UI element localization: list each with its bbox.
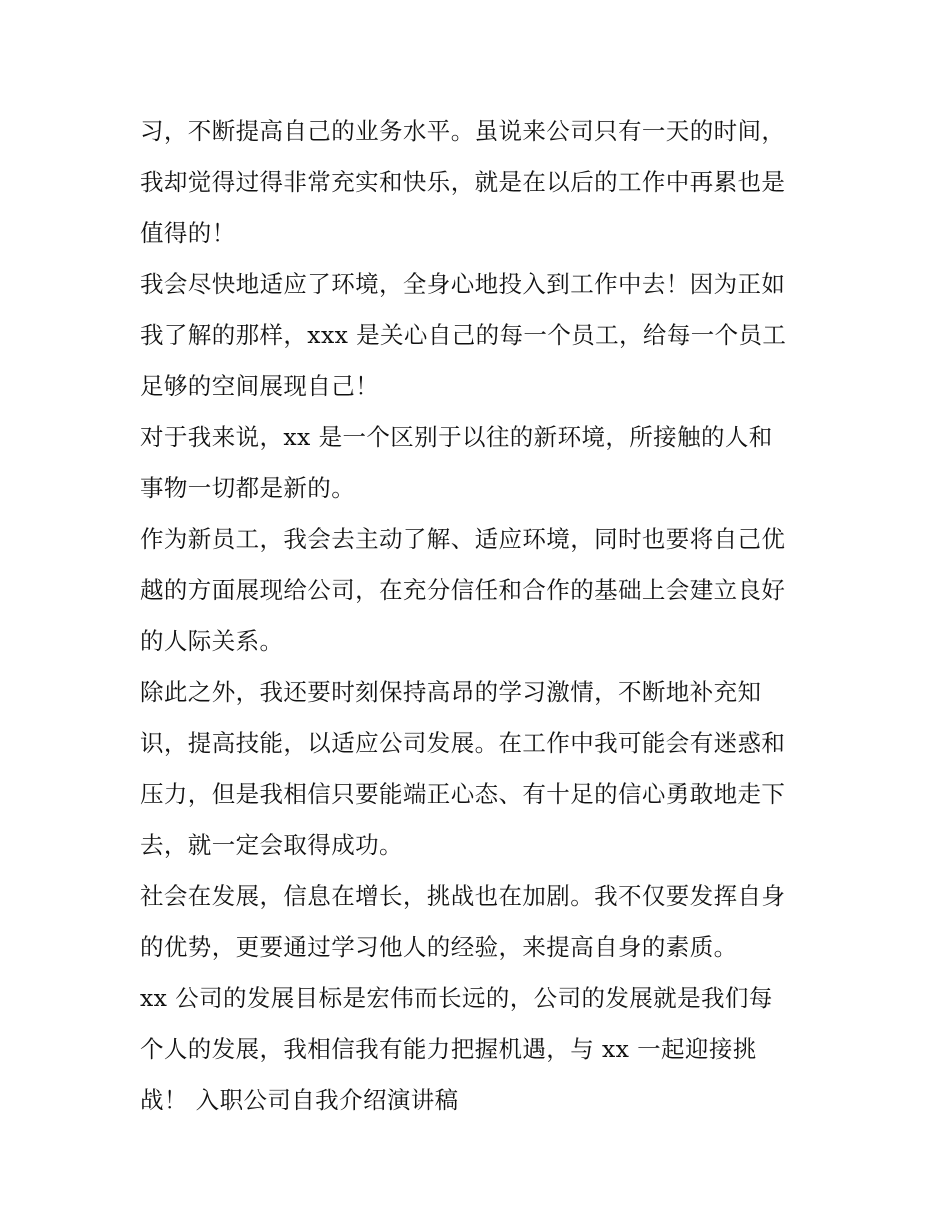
text-line-10: 越的方面展现给公司，在充分信任和合作的基础上会建立良好	[140, 576, 786, 604]
text-line-3: 值得的！	[140, 219, 236, 247]
text-line-11: 的人际关系。	[140, 627, 284, 655]
text-line-20: 战！ 入职公司自我介绍演讲稿	[140, 1086, 459, 1114]
text-line-17: 的优势，更要通过学习他人的经验，来提高自身的素质。	[140, 933, 738, 961]
text-line-1: 习，不断提高自己的业务水平。虽说来公司只有一天的时间，	[140, 117, 786, 145]
text-line-15: 去，就一定会取得成功。	[140, 831, 403, 859]
text-line-4: 我会尽快地适应了环境，全身心地投入到工作中去！因为正如	[140, 270, 786, 298]
text-line-5: 我了解的那样，xxx 是关心自己的每一个员工，给每一个员工	[140, 321, 787, 349]
text-line-9: 作为新员工，我会去主动了解、适应环境，同时也要将自己优	[140, 525, 786, 553]
text-line-7: 对于我来说，xx 是一个区别于以往的新环境，所接触的人和	[140, 423, 773, 451]
text-line-16: 社会在发展，信息在增长，挑战也在加剧。我不仅要发挥自身	[140, 882, 786, 910]
text-line-18: xx 公司的发展目标是宏伟而长远的，公司的发展就是我们每	[140, 984, 773, 1012]
text-line-14: 压力，但是我相信只要能端正心态、有十足的信心勇敢地走下	[140, 780, 786, 808]
text-line-13: 识，提高技能，以适应公司发展。在工作中我可能会有迷惑和	[140, 729, 786, 757]
document-body	[140, 106, 820, 1126]
text-line-2: 我却觉得过得非常充实和快乐，就是在以后的工作中再累也是	[140, 168, 786, 196]
text-line-12: 除此之外，我还要时刻保持高昂的学习激情，不断地补充知	[140, 678, 762, 706]
text-line-8: 事物一切都是新的。	[140, 474, 356, 502]
text-line-19: 个人的发展，我相信我有能力把握机遇，与 xx 一起迎接挑	[140, 1035, 757, 1063]
text-line-6: 足够的空间展现自己！	[140, 372, 379, 400]
